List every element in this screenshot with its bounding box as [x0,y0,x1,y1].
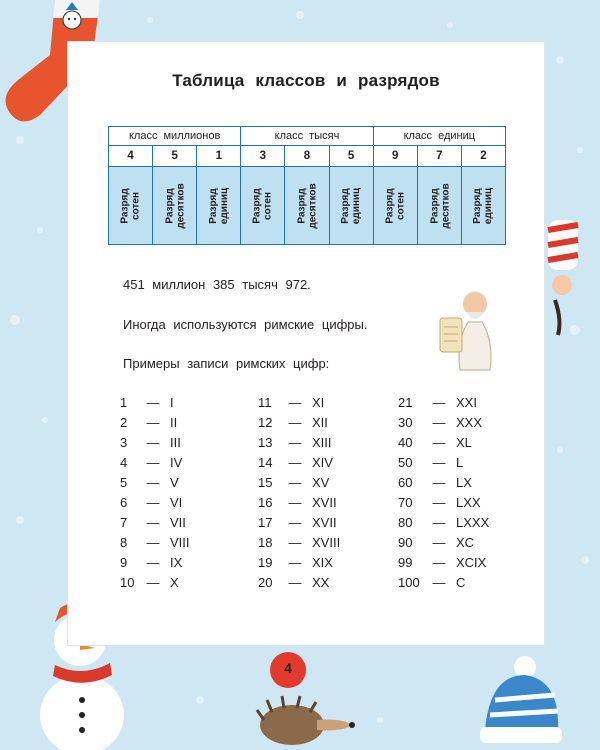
roman-numeral: LX [456,474,472,490]
rank-label-line: Разряд [164,187,176,224]
roman-column-3 [398,392,489,592]
dash: — [432,454,446,470]
dash: — [432,494,446,510]
rank-cell [285,167,329,245]
roman-row [120,492,190,512]
rank-label [297,183,319,228]
roman-numeral: XC [456,534,475,550]
dash: — [146,534,160,550]
rank-label [165,183,187,228]
rank-label [384,188,406,223]
roman-numeral: XXI [456,394,477,410]
digit-cell: 2 [461,146,505,167]
arabic-number: 15 [258,474,273,490]
roman-numeral: XI [312,394,325,410]
arabic-number: 2 [120,414,128,430]
page-title: Таблица классов и разрядов [172,71,440,90]
digit-cell: 7 [417,146,461,167]
arabic-number: 1 [120,394,128,410]
arabic-number: 90 [398,534,413,550]
digit-cell: 5 [153,146,197,167]
digit-cell: 8 [285,146,329,167]
roman-numeral: III [170,434,181,450]
class-header-row [109,127,506,146]
roman-row [258,392,340,412]
rank-cell [241,167,285,245]
rank-label [252,188,274,223]
dash: — [288,514,302,530]
arabic-number: 9 [120,554,128,570]
arabic-number: 80 [398,514,413,530]
dash: — [146,474,160,490]
dash: — [288,414,302,430]
arabic-number: 12 [258,414,273,430]
arabic-number: 11 [258,394,272,410]
rank-cell [329,167,373,245]
roman-numeral: IV [170,454,183,470]
hedgehog-page-badge [252,650,362,750]
page-number: 4 [284,660,292,676]
arabic-number: 10 [120,574,135,590]
roman-row [258,452,340,472]
dash: — [146,414,160,430]
classes-ranks-table [108,126,506,245]
class-thousands-cell: класс тысяч [241,127,373,146]
roman-row [120,432,190,452]
rank-cell [417,167,461,245]
roman-row [258,552,340,572]
roman-numeral: XVII [312,514,337,530]
dash: — [432,474,446,490]
roman-row [258,432,340,452]
roman-column-2 [258,392,340,592]
rank-label [340,187,362,223]
roman-numeral: XVII [312,494,337,510]
arabic-number: 21 [398,394,413,410]
dash: — [432,434,446,450]
dash: — [288,454,302,470]
rank-label-line: Разряд [297,187,309,224]
roman-column-1 [120,392,190,592]
scholar-with-scroll-illustration [438,282,508,372]
roman-row [258,412,340,432]
arabic-number: 50 [398,454,413,470]
arabic-number: 19 [258,554,273,570]
roman-row [258,512,340,532]
roman-examples-heading: Примеры записи римских цифр: [123,356,330,371]
roman-row [398,392,489,412]
dash: — [146,434,160,450]
roman-numeral: I [170,394,174,410]
roman-row [398,572,489,592]
dash: — [146,554,160,570]
roman-row [398,472,489,492]
roman-numeral: XVIII [312,534,341,550]
digit-row [109,146,506,167]
rank-label-line: десятков [175,182,187,229]
roman-numeral: XIX [312,554,333,570]
dash: — [146,574,160,590]
arabic-number: 70 [398,494,413,510]
roman-numeral: XIII [312,434,332,450]
dash: — [288,494,302,510]
rank-label-line: Разряд [340,187,352,224]
roman-numeral: LXXX [456,514,490,530]
arabic-number: 60 [398,474,413,490]
rank-label-line: Разряд [119,187,131,224]
rank-cell [153,167,197,245]
roman-row [258,532,340,552]
roman-numeral: XXX [456,414,483,430]
rank-label [120,188,142,223]
arabic-number: 8 [120,534,128,550]
dash: — [432,414,446,430]
roman-row [120,532,190,552]
worksheet-page [68,42,544,645]
roman-row [120,572,190,592]
roman-row [398,412,489,432]
rank-label-line: единиц [218,187,230,224]
rank-label-line: Разряд [251,187,263,224]
class-millions-cell: класс миллионов [109,127,241,146]
rank-cell [373,167,417,245]
roman-row [258,492,340,512]
dash: — [288,574,302,590]
roman-row [120,552,190,572]
dash: — [432,394,446,410]
class-units-cell: класс единиц [373,127,505,146]
roman-intro-text: Иногда используются римские цифры. [123,317,368,332]
dash: — [146,514,160,530]
rank-label [429,183,451,228]
roman-row [120,412,190,432]
dash: — [146,494,160,510]
rank-label-line: Разряд [472,187,484,224]
dash: — [288,434,302,450]
roman-numeral: VI [170,494,183,510]
winter-hat-illustration [470,655,570,750]
roman-numeral: II [170,414,178,430]
arabic-number: 20 [258,574,273,590]
digit-cell: 4 [109,146,153,167]
rank-cell [197,167,241,245]
dash: — [288,534,302,550]
rank-cell [109,167,153,245]
roman-numeral: X [170,574,179,590]
arabic-number: 5 [120,474,128,490]
dash: — [432,554,446,570]
arabic-number: 100 [398,574,420,590]
rank-label-line: сотен [130,191,142,220]
roman-row [398,552,489,572]
rank-row [109,167,506,245]
rank-label-line: десятков [308,182,320,229]
roman-numeral: XIV [312,454,333,470]
arabic-number: 18 [258,534,273,550]
rank-label-line: единиц [483,187,495,224]
dash: — [288,474,302,490]
rank-label-line: единиц [351,187,363,224]
digit-cell: 3 [241,146,285,167]
arabic-number: 7 [120,514,128,530]
arabic-number: 3 [120,434,128,450]
roman-numeral: XX [312,574,330,590]
arabic-number: 14 [258,454,273,470]
roman-row [258,572,340,592]
roman-row [398,532,489,552]
roman-row [398,432,489,452]
rank-label-line: Разряд [429,187,441,224]
rank-label-line: Разряд [384,187,396,224]
roman-numeral: L [456,454,464,470]
rank-cell [461,167,505,245]
roman-numeral: IX [170,554,183,570]
digit-cell: 9 [373,146,417,167]
roman-row [120,452,190,472]
dash: — [432,534,446,550]
dash: — [288,554,302,570]
arabic-number: 16 [258,494,273,510]
digit-cell: 5 [329,146,373,167]
rank-label-line: десятков [440,182,452,229]
rank-label-line: сотен [262,191,274,220]
roman-row [120,392,190,412]
roman-row [120,472,190,492]
arabic-number: 6 [120,494,128,510]
roman-numeral: XCIX [456,554,487,570]
roman-row [120,512,190,532]
roman-numeral: LXX [456,494,481,510]
roman-numeral: C [456,574,466,590]
arabic-number: 30 [398,414,413,430]
number-in-words: 451 миллион 385 тысяч 972. [123,277,311,292]
roman-row [398,512,489,532]
arabic-number: 17 [258,514,273,530]
roman-numeral: XII [312,414,328,430]
roman-numeral: XL [456,434,472,450]
arabic-number: 40 [398,434,413,450]
arabic-number: 13 [258,434,273,450]
arabic-number: 99 [398,554,413,570]
arabic-number: 4 [120,454,128,470]
roman-numeral: VII [170,514,186,530]
roman-row [258,472,340,492]
hedgehog-illustration [252,650,362,750]
dash: — [146,454,160,470]
dash: — [432,514,446,530]
digit-cell: 1 [197,146,241,167]
rank-label-line: Разряд [207,187,219,224]
rank-label-line: сотен [395,191,407,220]
candy-figure-illustration [540,220,600,340]
roman-numeral: V [170,474,179,490]
rank-label [208,187,230,223]
roman-numeral: XV [312,474,330,490]
roman-row [398,492,489,512]
rank-label [472,187,494,223]
roman-numeral: VIII [170,534,190,550]
dash: — [432,574,446,590]
dash: — [288,394,302,410]
dash: — [146,394,160,410]
roman-row [398,452,489,472]
